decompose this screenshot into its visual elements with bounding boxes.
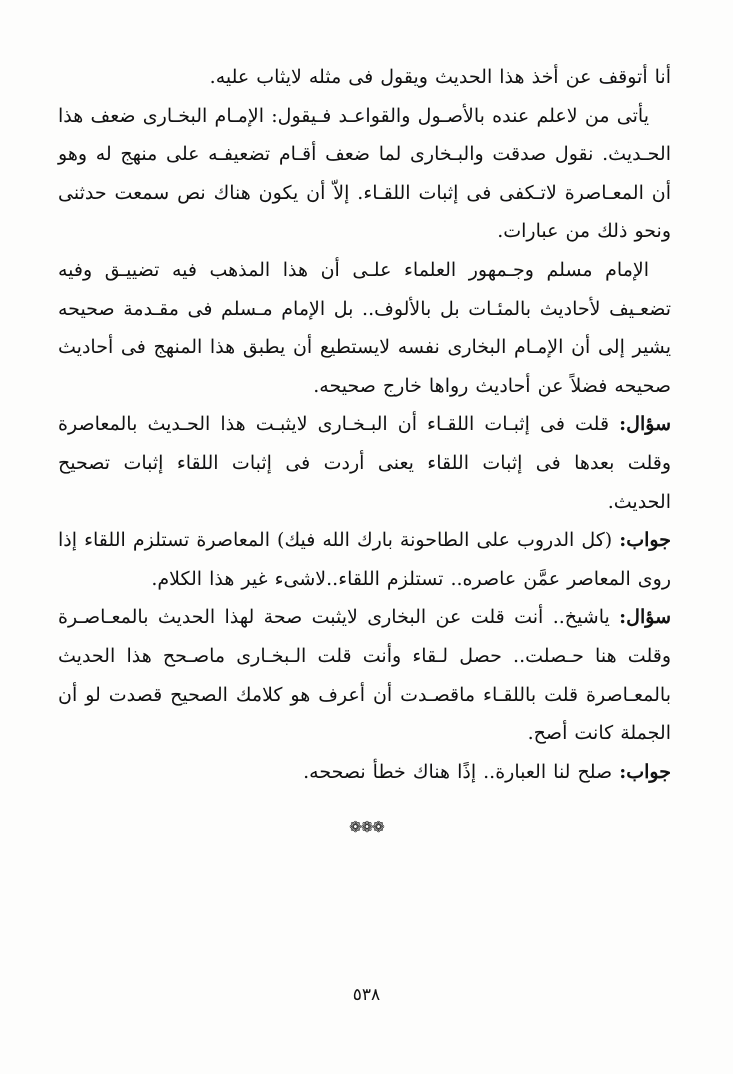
paragraph-3: [58, 251, 671, 405]
paragraph-text: يأتى من لاعلم عنده بالأصـول والقواعـد فـيقول: الإمـام البخـارى ضعف هذا الحـديث. نقول صدقت والبـخارى لما ضعف أقـام تضعيفـه على منهج له وهو أن المعـاصرة لاتـكفى فى إثبات اللقـاء. إلاّ أن يكون هناك نص سمعت حدثنى ونحو ذلك من عبارات.: [58, 104, 671, 243]
paragraph-text: أنا أتوقف عن أخذ هذا الحديث ويقول فى مثله لايثاب عليه.: [209, 66, 671, 88]
section-ornament: ❁❁❁: [349, 818, 384, 836]
answer-text: صلح لنا العبارة.. إذًا هناك خطأ نصححه.: [303, 760, 613, 783]
question-2: [58, 598, 671, 752]
answer-label: جواب:: [619, 529, 671, 552]
question-text: قلت فى إثبـات اللقـاء أن البـخـارى لايثبـت هذا الحـديث بالمعاصرة وقلت بعدها فى إثبات اللقاء يعنى أردت فى إثبات اللقاء إثبات تصحيح الحديث.: [58, 413, 671, 513]
page-body: [58, 58, 671, 791]
answer-2: [58, 753, 671, 792]
question-label: سؤال:: [619, 606, 671, 629]
paragraph-1: [58, 58, 671, 97]
question-1: [58, 405, 671, 521]
answer-1: [58, 521, 671, 598]
page-number: ٥٣٨: [352, 985, 381, 1005]
answer-text: (كل الدروب على الطاحونة بارك الله فيك) المعاصرة تستلزم اللقاء إذا روى المعاصر عمَّن عاصره.. تستلزم اللقاء..لاشىء غير هذا الكلام.: [58, 529, 671, 590]
answer-label: جواب:: [619, 760, 671, 783]
question-text: ياشيخ.. أنت قلت عن البخارى لايثبت صحة لهذا الحديث بالمعـاصـرة وقلت هنا حـصلت.. حصل لـقاء وأنت قلت الـبخـارى ماصـحح هذا الحديث بالمعـاصرة قلت باللقـاء ماقصـدت أن أعرف هو كلامك الصحيح قصدت لو أن الجملة كانت أصح.: [58, 606, 671, 745]
question-label: سؤال:: [619, 413, 671, 436]
paragraph-2: [58, 97, 671, 251]
paragraph-text: الإمام مسلم وجـمهور العلماء علـى أن هذا المذهب فيه تضييـق وفيه تضعـيف لأحاديث بالمئـات بل بالألوف.. بل الإمام مـسلم فى مقـدمة صحيحه يشير إلى أن الإمـام البخارى نفسه لايستطيع أن يطبق هذا المنهج فى أحاديث صحيحه فضلاً عن أحاديث رواها خارج صحيحه.: [58, 258, 671, 397]
